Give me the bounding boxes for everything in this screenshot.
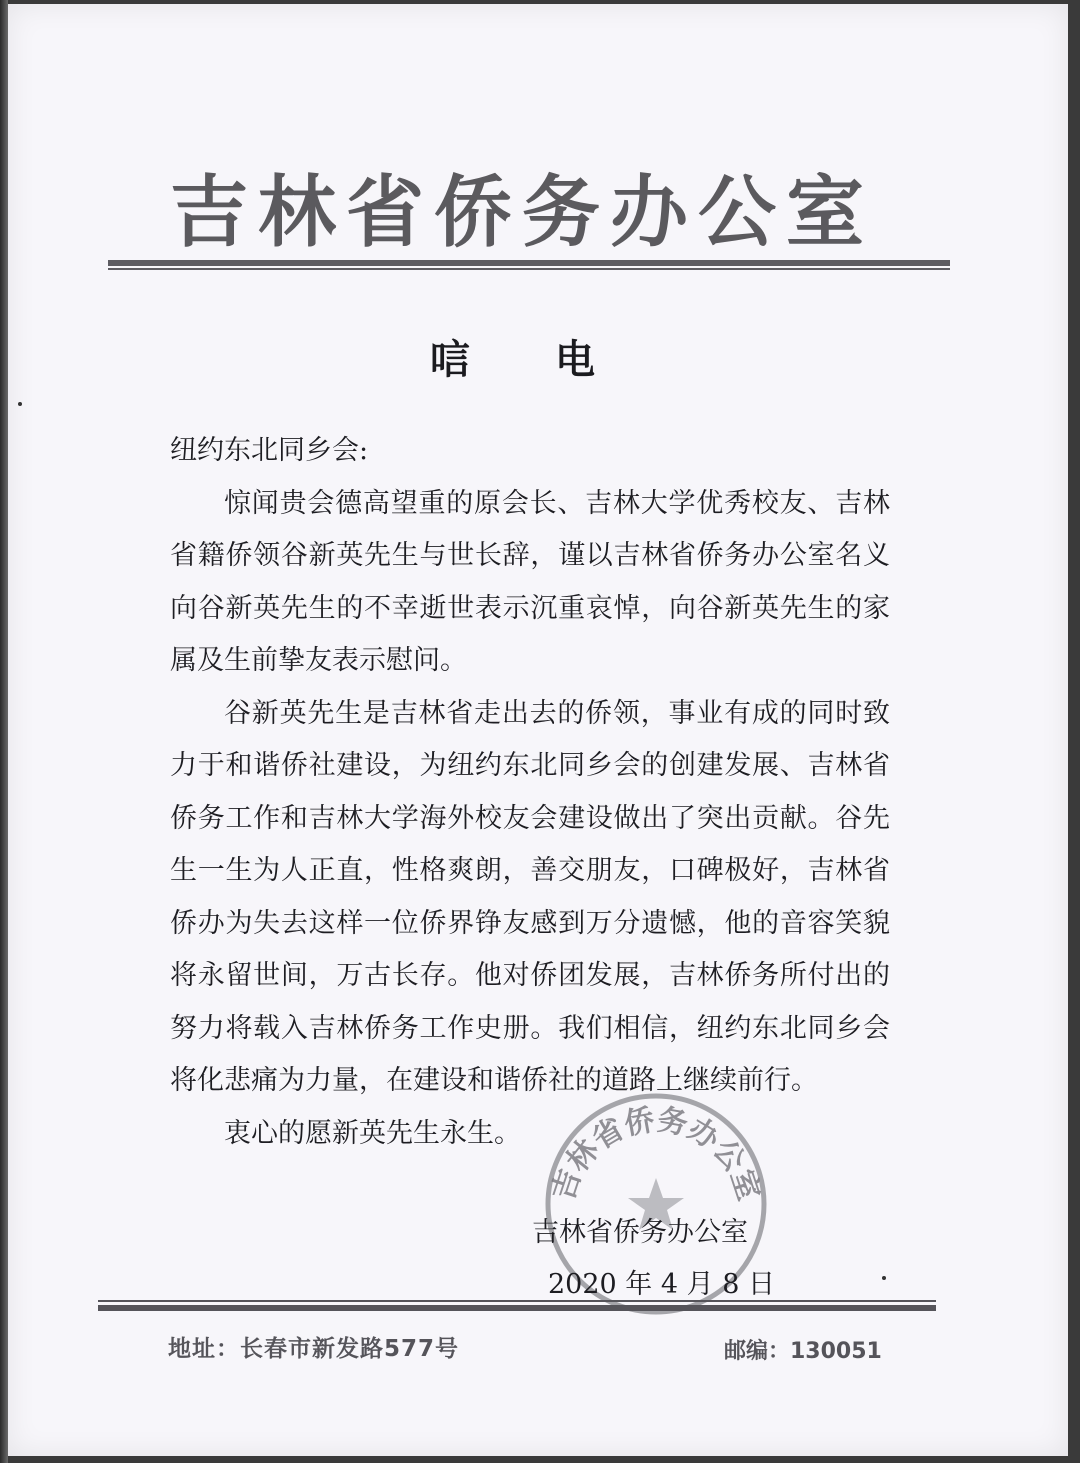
footer-rule-thick xyxy=(98,1305,936,1311)
scan-speck xyxy=(882,1276,886,1280)
letterhead-rule-thick xyxy=(108,260,950,266)
paragraph-tribute: 谷新英先生是吉林省走出去的侨领，事业有成的同时致力于和谐侨社建设，为纽约东北同乡会的创建发展、吉林省侨务工作和吉林大学海外校友会建设做出了突出贡献。谷先生一生为人正直，性格爽朗，善交朋友，口碑极好，吉林省侨办为失去这样一位侨界铮友感到万分遗憾，他的音容笑貌将永留世间，万古长存。他对侨团发展，吉林侨务所付出的努力将载入吉林侨务工作史册。我们相信，纽约东北同乡会将化悲痛为力量，在建设和谐侨社的道路上继续前行。 xyxy=(170,697,890,1096)
salutation: 纽约东北同乡会: xyxy=(170,435,369,466)
signature-date: 2020 年 4 月 8 日 xyxy=(548,1269,775,1300)
scan-speck xyxy=(18,402,22,406)
letterhead-title: 吉林省侨务办公室 xyxy=(170,168,875,258)
letter-body xyxy=(170,425,890,1160)
letterhead-rule-thin xyxy=(108,268,950,270)
page-edge-shadow xyxy=(0,0,8,1463)
footer-address: 地址：长春市新发路577号 xyxy=(168,1336,460,1362)
paragraph-condolence: 惊闻贵会德高望重的原会长、吉林大学优秀校友、吉林省籍侨领谷新英先生与世长辞，谨以吉林省侨务办公室名义向谷新英先生的不幸逝世表示沉重哀悼，向谷新英先生的家属及生前挚友表示慰问。 xyxy=(170,487,890,676)
footer-rule-thin xyxy=(98,1300,936,1302)
seal-text: 吉林省侨务办公室 xyxy=(545,1102,767,1205)
document-title: 唁电 xyxy=(430,337,680,383)
signature-org: 吉林省侨务办公室 xyxy=(532,1217,748,1248)
closing-line: 衷心的愿新英先生永生。 xyxy=(224,1117,521,1149)
footer-postcode: 邮编：130051 xyxy=(724,1339,882,1364)
